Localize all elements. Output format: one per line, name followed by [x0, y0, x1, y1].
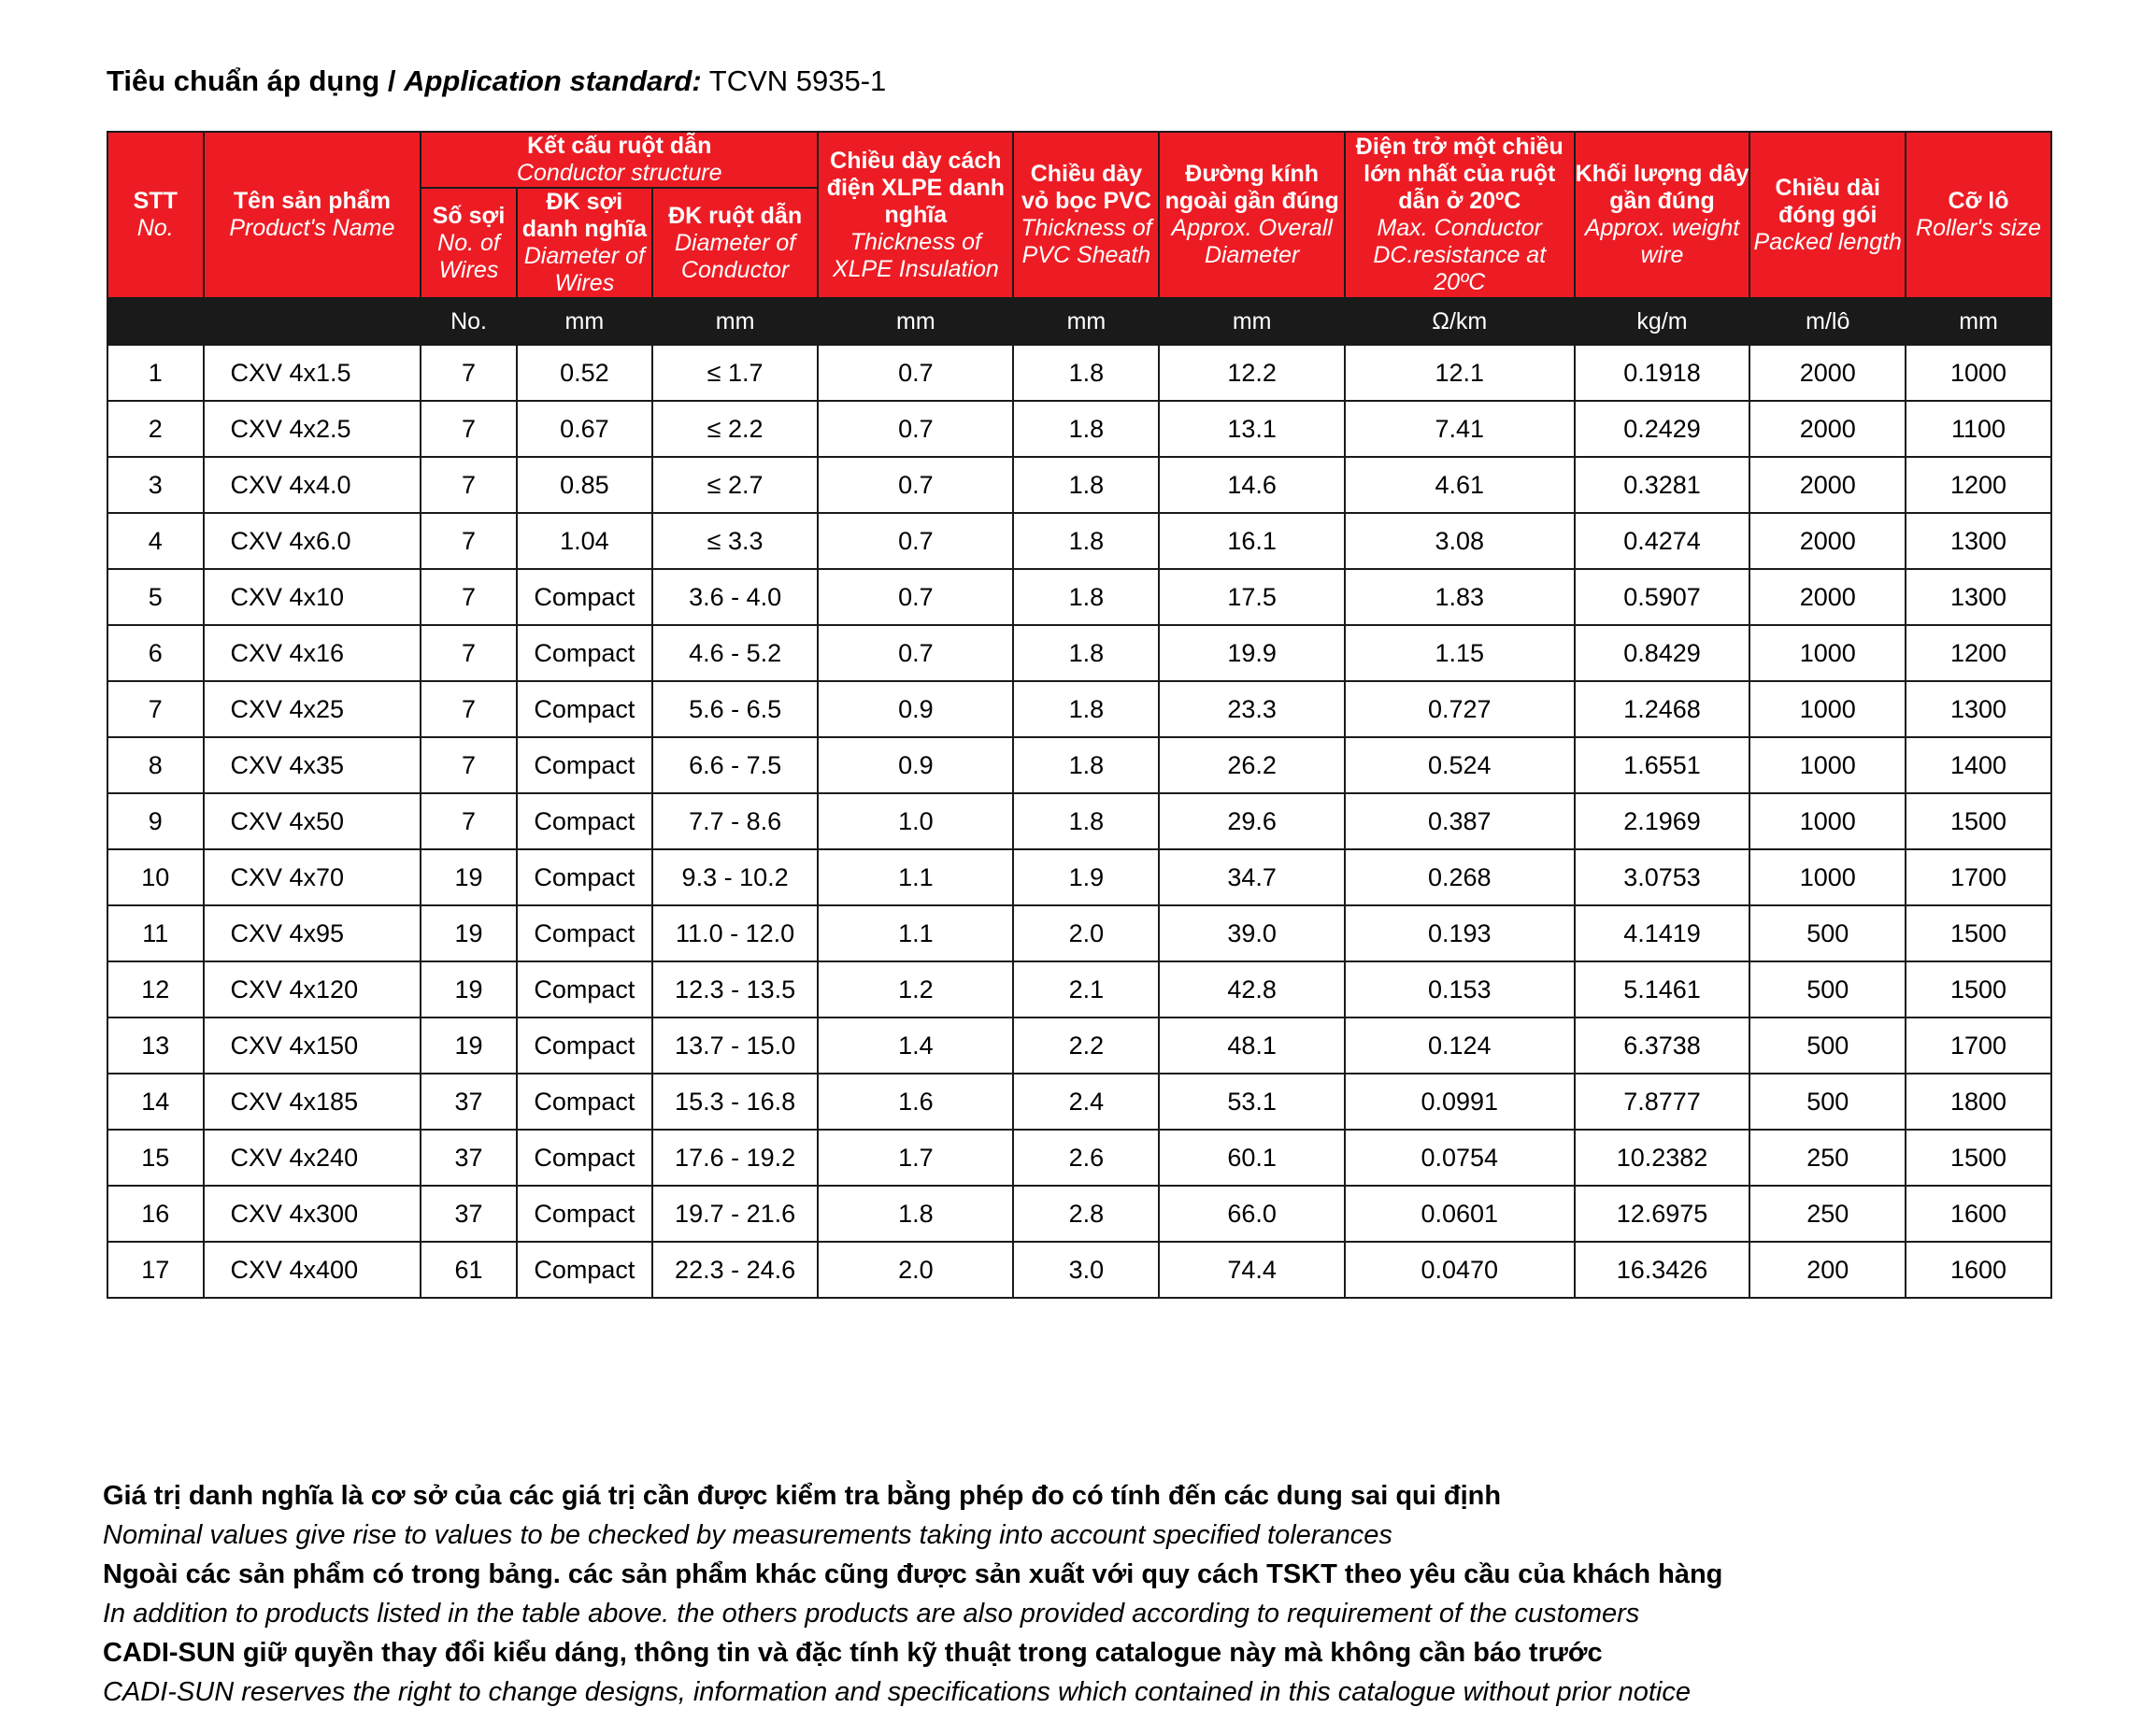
cell-value: 29.6 [1159, 793, 1345, 849]
cell-value: 0.1918 [1575, 345, 1750, 401]
cell-value: 1.8 [818, 1186, 1013, 1242]
note-2-vi: Ngoài các sản phẩm có trong bảng. các sản phẩm khác cũng được sản xuất với quy cách TSKT theo yêu cầu của khách hàng [103, 1559, 1723, 1589]
cell-value: 42.8 [1159, 961, 1345, 1017]
col-header-overall-vi: Đường kính ngoài gần đúng [1164, 161, 1339, 214]
table-row [107, 1242, 2051, 1298]
unit-cell-11: mm [1906, 298, 2051, 345]
cell-value: 37 [421, 1130, 517, 1186]
col-header-roller-vi: Cỡ lô [1948, 188, 2009, 214]
cell-value: 1000 [1749, 681, 1906, 737]
col-header-conductor-diameter [652, 188, 818, 298]
col-header-weight-vi: Khối lượng dây gần đúng [1575, 161, 1749, 214]
col-header-stt-en: No. [136, 215, 174, 241]
cell-value: 1300 [1906, 513, 2051, 569]
cell-value: 3.0753 [1575, 849, 1750, 905]
col-header-conductor-structure [421, 132, 818, 188]
cell-value: Compact [517, 849, 652, 905]
cell-value: 2.4 [1013, 1074, 1159, 1130]
cell-product-name: CXV 4x240 [204, 1130, 421, 1186]
cell-value: 15.3 - 16.8 [652, 1074, 818, 1130]
cell-value: 2000 [1749, 401, 1906, 457]
note-3-en: CADI-SUN reserves the right to change designs, information and specifications which contained in this catalogue without prior notice [103, 1677, 1692, 1707]
col-header-pvc-vi: Chiều dày vỏ bọc PVC [1021, 161, 1151, 214]
cell-value: 7 [421, 457, 517, 513]
cell-value: 7 [421, 345, 517, 401]
cell-stt: 9 [107, 793, 204, 849]
cell-value: 1.7 [818, 1130, 1013, 1186]
unit-cell-4: mm [652, 298, 818, 345]
cell-value: ≤ 2.7 [652, 457, 818, 513]
note-1 [103, 1476, 2065, 1555]
cell-value: 2000 [1749, 569, 1906, 625]
cell-value: 0.2429 [1575, 401, 1750, 457]
cell-stt: 16 [107, 1186, 204, 1242]
cell-value: 1200 [1906, 457, 2051, 513]
cell-stt: 14 [107, 1074, 204, 1130]
cell-value: 1400 [1906, 737, 2051, 793]
cell-value: Compact [517, 625, 652, 681]
cell-value: 200 [1749, 1242, 1906, 1298]
cell-product-name: CXV 4x1.5 [204, 345, 421, 401]
cell-value: 1500 [1906, 961, 2051, 1017]
cell-value: 13.1 [1159, 401, 1345, 457]
cell-value: 1.8 [1013, 513, 1159, 569]
cell-value: 1.8 [1013, 457, 1159, 513]
col-header-packed-vi: Chiều dài đóng gói [1775, 174, 1880, 228]
table-body [107, 345, 2051, 1298]
cell-value: 1.83 [1345, 569, 1575, 625]
notes-block [103, 1476, 2065, 1712]
col-header-roller-en: Roller's size [1916, 215, 2041, 241]
units-row [107, 298, 2051, 345]
cell-value: 1.1 [818, 849, 1013, 905]
cell-value: 19 [421, 905, 517, 961]
cell-value: 53.1 [1159, 1074, 1345, 1130]
table-header [107, 132, 2051, 345]
cell-value: 1000 [1906, 345, 2051, 401]
unit-cell-8: Ω/km [1345, 298, 1575, 345]
col-header-packed-length [1749, 132, 1906, 298]
cell-value: 3.08 [1345, 513, 1575, 569]
cell-value: 1500 [1906, 1130, 2051, 1186]
cell-value: 19 [421, 1017, 517, 1074]
cell-value: 17.6 - 19.2 [652, 1130, 818, 1186]
cell-value: 10.2382 [1575, 1130, 1750, 1186]
col-header-conductor-en: Conductor structure [516, 160, 722, 186]
unit-cell-6: mm [1013, 298, 1159, 345]
cell-value: 1700 [1906, 1017, 2051, 1074]
unit-cell-3: mm [517, 298, 652, 345]
cell-value: 12.2 [1159, 345, 1345, 401]
cell-value: 13.7 - 15.0 [652, 1017, 818, 1074]
cell-value: 61 [421, 1242, 517, 1298]
cell-value: 0.727 [1345, 681, 1575, 737]
cell-value: 7 [421, 625, 517, 681]
table-row [107, 401, 2051, 457]
cell-value: 0.7 [818, 345, 1013, 401]
cell-value: 500 [1749, 1074, 1906, 1130]
cell-value: 2.1 [1013, 961, 1159, 1017]
cell-value: 0.8429 [1575, 625, 1750, 681]
cell-stt: 11 [107, 905, 204, 961]
col-header-weight-en: Approx. weight wire [1584, 215, 1740, 268]
cell-value: 0.85 [517, 457, 652, 513]
col-header-stt [107, 132, 204, 298]
cell-value: 0.524 [1345, 737, 1575, 793]
col-header-dk-wire-vi: ĐK sợi danh nghĩa [521, 189, 648, 242]
cell-value: 0.7 [818, 401, 1013, 457]
cell-value: 0.52 [517, 345, 652, 401]
table-row [107, 569, 2051, 625]
cell-value: 2.6 [1013, 1130, 1159, 1186]
note-3 [103, 1633, 2065, 1712]
table-row [107, 345, 2051, 401]
col-header-overall-en: Approx. Overall Diameter [1171, 215, 1333, 268]
col-header-product-name [204, 132, 421, 298]
cell-product-name: CXV 4x50 [204, 793, 421, 849]
cell-stt: 10 [107, 849, 204, 905]
cell-value: ≤ 1.7 [652, 345, 818, 401]
cell-value: ≤ 3.3 [652, 513, 818, 569]
cell-value: 0.193 [1345, 905, 1575, 961]
cell-value: 7 [421, 681, 517, 737]
cell-value: 0.3281 [1575, 457, 1750, 513]
cell-value: 1.9 [1013, 849, 1159, 905]
cell-product-name: CXV 4x4.0 [204, 457, 421, 513]
unit-cell-2: No. [421, 298, 517, 345]
cell-value: 1.2 [818, 961, 1013, 1017]
cell-value: Compact [517, 1074, 652, 1130]
application-standard-line [107, 64, 886, 99]
unit-cell-5: mm [818, 298, 1013, 345]
cell-value: 500 [1749, 961, 1906, 1017]
col-header-xlpe-vi: Chiều dày cách điện XLPE danh nghĩa [826, 147, 1005, 228]
cell-value: 22.3 - 24.6 [652, 1242, 818, 1298]
cell-value: Compact [517, 1186, 652, 1242]
col-header-dk-cond-en: Diameter of Conductor [674, 229, 796, 283]
unit-cell-9: kg/m [1575, 298, 1750, 345]
cell-value: Compact [517, 1130, 652, 1186]
cell-value: 7 [421, 513, 517, 569]
col-header-dk-cond-vi: ĐK ruột dẫn [668, 202, 803, 229]
cell-value: 1500 [1906, 793, 2051, 849]
cell-value: 17.5 [1159, 569, 1345, 625]
cell-value: 2.2 [1013, 1017, 1159, 1074]
col-header-dk-wire-en: Diameter of Wires [523, 243, 645, 296]
cell-value: 1.8 [1013, 569, 1159, 625]
col-header-pvc-thickness [1013, 132, 1159, 298]
cell-value: 26.2 [1159, 737, 1345, 793]
cell-value: 16.3426 [1575, 1242, 1750, 1298]
col-header-conductor-vi: Kết cấu ruột dẫn [527, 133, 712, 159]
cell-value: 7 [421, 737, 517, 793]
cell-value: 250 [1749, 1186, 1906, 1242]
cell-value: 48.1 [1159, 1017, 1345, 1074]
col-header-dc-resistance [1345, 132, 1575, 298]
unit-cell-7: mm [1159, 298, 1345, 345]
cell-value: 11.0 - 12.0 [652, 905, 818, 961]
cell-value: 9.3 - 10.2 [652, 849, 818, 905]
cell-product-name: CXV 4x35 [204, 737, 421, 793]
cell-value: 500 [1749, 905, 1906, 961]
cell-value: 1.8 [1013, 737, 1159, 793]
cell-value: 250 [1749, 1130, 1906, 1186]
cell-product-name: CXV 4x120 [204, 961, 421, 1017]
table-row [107, 457, 2051, 513]
cell-value: 2000 [1749, 345, 1906, 401]
cell-stt: 13 [107, 1017, 204, 1074]
cell-value: 0.0754 [1345, 1130, 1575, 1186]
cell-value: 1.4 [818, 1017, 1013, 1074]
cell-value: Compact [517, 793, 652, 849]
cell-product-name: CXV 4x300 [204, 1186, 421, 1242]
cell-value: 7 [421, 793, 517, 849]
col-header-xlpe-thickness [818, 132, 1013, 298]
cell-product-name: CXV 4x6.0 [204, 513, 421, 569]
cell-value: 2000 [1749, 513, 1906, 569]
cell-value: 7 [421, 401, 517, 457]
standard-label-en: Application standard: [404, 64, 702, 97]
header-row-1 [107, 132, 2051, 188]
cell-value: Compact [517, 569, 652, 625]
cell-value: 14.6 [1159, 457, 1345, 513]
cell-value: 6.6 - 7.5 [652, 737, 818, 793]
cell-value: 1.8 [1013, 793, 1159, 849]
cell-value: 1300 [1906, 569, 2051, 625]
cell-value: 19 [421, 961, 517, 1017]
col-header-wires-en: No. of Wires [437, 229, 500, 283]
note-1-vi: Giá trị danh nghĩa là cơ sở của các giá trị cần được kiểm tra bằng phép đo có tính đến các dung sai qui định [103, 1481, 1502, 1511]
cell-value: 1.8 [1013, 345, 1159, 401]
unit-cell-0 [107, 298, 204, 345]
cell-value: 19 [421, 849, 517, 905]
cell-value: 0.67 [517, 401, 652, 457]
cell-value: 1300 [1906, 681, 2051, 737]
col-header-stt-vi: STT [133, 188, 178, 214]
table-row [107, 1130, 2051, 1186]
cell-value: 2.1969 [1575, 793, 1750, 849]
standard-separator: / [379, 64, 405, 97]
cell-value: 12.6975 [1575, 1186, 1750, 1242]
standard-label-vi: Tiêu chuẩn áp dụng [107, 64, 380, 97]
cell-value: 0.4274 [1575, 513, 1750, 569]
cell-value: 66.0 [1159, 1186, 1345, 1242]
cell-value: Compact [517, 737, 652, 793]
cell-value: 16.1 [1159, 513, 1345, 569]
table-row [107, 961, 2051, 1017]
cell-stt: 7 [107, 681, 204, 737]
cell-value: 0.153 [1345, 961, 1575, 1017]
unit-cell-1 [204, 298, 421, 345]
cell-value: 1.2468 [1575, 681, 1750, 737]
cell-value: 74.4 [1159, 1242, 1345, 1298]
cell-value: 0.124 [1345, 1017, 1575, 1074]
cell-value: 1.04 [517, 513, 652, 569]
cell-value: 6.3738 [1575, 1017, 1750, 1074]
cell-value: 500 [1749, 1017, 1906, 1074]
cell-value: 1.8 [1013, 625, 1159, 681]
cell-product-name: CXV 4x16 [204, 625, 421, 681]
cell-value: 1700 [1906, 849, 2051, 905]
cell-value: 4.61 [1345, 457, 1575, 513]
cell-product-name: CXV 4x70 [204, 849, 421, 905]
cell-value: 5.1461 [1575, 961, 1750, 1017]
cell-stt: 2 [107, 401, 204, 457]
cell-stt: 8 [107, 737, 204, 793]
cell-value: 23.3 [1159, 681, 1345, 737]
cell-product-name: CXV 4x10 [204, 569, 421, 625]
cell-value: Compact [517, 1242, 652, 1298]
cell-value: 0.5907 [1575, 569, 1750, 625]
cell-value: 1.15 [1345, 625, 1575, 681]
cell-product-name: CXV 4x400 [204, 1242, 421, 1298]
cell-stt: 12 [107, 961, 204, 1017]
cell-value: 1600 [1906, 1186, 2051, 1242]
cell-stt: 15 [107, 1130, 204, 1186]
note-3-vi: CADI-SUN giữ quyền thay đổi kiểu dáng, thông tin và đặc tính kỹ thuật trong catalogue này mà không cần báo trước [103, 1638, 1603, 1668]
cell-value: 37 [421, 1074, 517, 1130]
cell-value: 1.8 [1013, 681, 1159, 737]
cell-value: 3.6 - 4.0 [652, 569, 818, 625]
col-header-overall-diameter [1159, 132, 1345, 298]
cell-value: 2.8 [1013, 1186, 1159, 1242]
cell-value: Compact [517, 905, 652, 961]
col-header-no-of-wires [421, 188, 517, 298]
cell-product-name: CXV 4x95 [204, 905, 421, 961]
cell-value: 0.268 [1345, 849, 1575, 905]
cell-value: 2.0 [1013, 905, 1159, 961]
table-row [107, 625, 2051, 681]
cell-value: Compact [517, 961, 652, 1017]
cell-value: 12.3 - 13.5 [652, 961, 818, 1017]
cell-product-name: CXV 4x150 [204, 1017, 421, 1074]
cell-product-name: CXV 4x185 [204, 1074, 421, 1130]
cell-stt: 4 [107, 513, 204, 569]
col-header-resistance-en: Max. Conductor DC.resistance at 20ºC [1373, 215, 1547, 295]
cell-value: 0.0601 [1345, 1186, 1575, 1242]
cell-value: 1.1 [818, 905, 1013, 961]
table-row [107, 1074, 2051, 1130]
table-row [107, 793, 2051, 849]
cell-stt: 1 [107, 345, 204, 401]
cell-value: 3.0 [1013, 1242, 1159, 1298]
col-header-resistance-vi: Điện trở một chiều lớn nhất của ruột dẫn ở 20ºC [1355, 134, 1563, 214]
cell-value: 12.1 [1345, 345, 1575, 401]
cell-value: 0.7 [818, 457, 1013, 513]
cell-value: ≤ 2.2 [652, 401, 818, 457]
cell-value: 7.7 - 8.6 [652, 793, 818, 849]
cell-value: 2.0 [818, 1242, 1013, 1298]
col-header-packed-en: Packed length [1753, 228, 1902, 255]
table-row [107, 513, 2051, 569]
cell-value: 7.41 [1345, 401, 1575, 457]
cell-value: 4.1419 [1575, 905, 1750, 961]
note-2-en: In addition to products listed in the table above. the others products are also provided according to requirement of the customers [103, 1599, 1640, 1629]
cell-value: 0.7 [818, 569, 1013, 625]
cell-value: 1100 [1906, 401, 2051, 457]
cell-value: 0.0991 [1345, 1074, 1575, 1130]
col-header-pvc-en: Thickness of PVC Sheath [1021, 215, 1152, 268]
table-row [107, 737, 2051, 793]
cell-value: 1000 [1749, 625, 1906, 681]
cell-value: 7 [421, 569, 517, 625]
table-row [107, 849, 2051, 905]
cell-value: 19.7 - 21.6 [652, 1186, 818, 1242]
cell-value: 1.6 [818, 1074, 1013, 1130]
cell-stt: 17 [107, 1242, 204, 1298]
specification-table [107, 131, 2052, 1299]
note-2 [103, 1555, 2065, 1633]
cell-value: 39.0 [1159, 905, 1345, 961]
col-header-xlpe-en: Thickness of XLPE Insulation [832, 228, 999, 282]
cell-value: 0.9 [818, 681, 1013, 737]
cell-value: 1800 [1906, 1074, 2051, 1130]
cell-product-name: CXV 4x25 [204, 681, 421, 737]
col-header-weight [1575, 132, 1750, 298]
cell-stt: 6 [107, 625, 204, 681]
cell-value: 1.0 [818, 793, 1013, 849]
cell-value: 5.6 - 6.5 [652, 681, 818, 737]
cell-value: 37 [421, 1186, 517, 1242]
cell-value: 0.0470 [1345, 1242, 1575, 1298]
cell-product-name: CXV 4x2.5 [204, 401, 421, 457]
cell-value: 1000 [1749, 793, 1906, 849]
cell-value: 1.8 [1013, 401, 1159, 457]
col-header-wire-diameter [517, 188, 652, 298]
cell-stt: 5 [107, 569, 204, 625]
table-row [107, 1186, 2051, 1242]
cell-value: 0.9 [818, 737, 1013, 793]
col-header-roller-size [1906, 132, 2051, 298]
cell-value: 0.7 [818, 513, 1013, 569]
cell-value: 1500 [1906, 905, 2051, 961]
cell-value: 34.7 [1159, 849, 1345, 905]
cell-stt: 3 [107, 457, 204, 513]
note-1-en: Nominal values give rise to values to be checked by measurements taking into account specified tolerances [103, 1520, 1392, 1550]
table-row [107, 1017, 2051, 1074]
col-header-wires-vi: Số sợi [432, 202, 506, 229]
cell-value: 60.1 [1159, 1130, 1345, 1186]
cell-value: 0.7 [818, 625, 1013, 681]
cell-value: 1.6551 [1575, 737, 1750, 793]
cell-value: 1200 [1906, 625, 2051, 681]
table-row [107, 681, 2051, 737]
cell-value: 7.8777 [1575, 1074, 1750, 1130]
cell-value: 1600 [1906, 1242, 2051, 1298]
col-header-name-vi: Tên sản phẩm [233, 188, 391, 214]
cell-value: 1000 [1749, 849, 1906, 905]
table-row [107, 905, 2051, 961]
unit-cell-10: m/lô [1749, 298, 1906, 345]
cell-value: 0.387 [1345, 793, 1575, 849]
cell-value: Compact [517, 681, 652, 737]
cell-value: Compact [517, 1017, 652, 1074]
standard-value: TCVN 5935-1 [701, 64, 887, 97]
col-header-name-en: Product's Name [229, 215, 395, 241]
cell-value: 19.9 [1159, 625, 1345, 681]
cell-value: 4.6 - 5.2 [652, 625, 818, 681]
cell-value: 1000 [1749, 737, 1906, 793]
cell-value: 2000 [1749, 457, 1906, 513]
